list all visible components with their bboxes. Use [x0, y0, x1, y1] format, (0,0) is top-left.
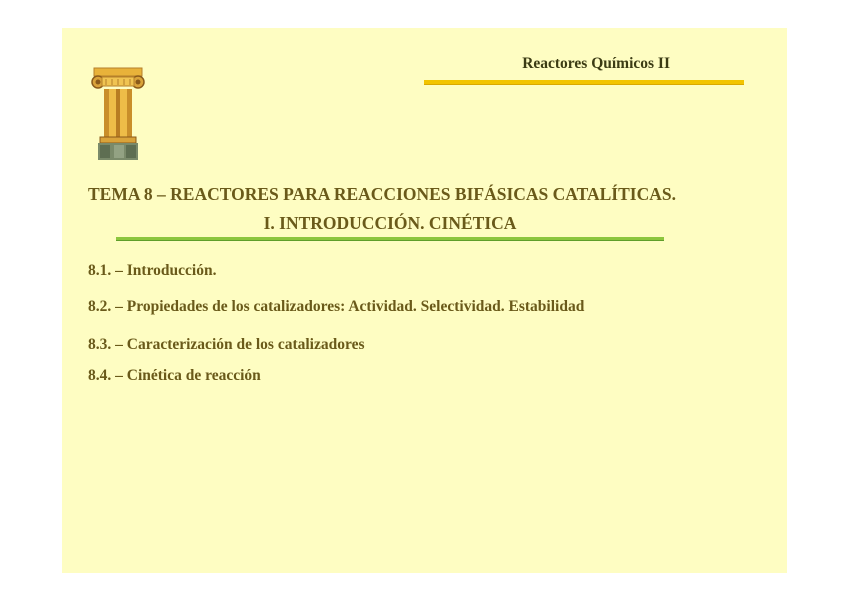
topic-title-line1: TEMA 8 – REACTORES PARA REACCIONES BIFÁSICAS CATALÍTICAS.	[88, 184, 676, 204]
topic-title-line2: I. INTRODUCCIÓN. CINÉTICA	[263, 213, 517, 233]
contents-item-introduccion: 8.1. – Introducción.	[88, 262, 217, 279]
topic-title-underline	[116, 237, 664, 241]
course-title-underline	[424, 80, 744, 85]
course-title: Reactores Químicos II	[522, 55, 670, 72]
ionic-column-logo-icon	[88, 62, 150, 162]
contents-item-propiedades: 8.2. – Propiedades de los catalizadores: Actividad. Selectividad. Estabilidad	[88, 298, 585, 315]
contents-item-caracterizacion: 8.3. – Caracterización de los catalizadores	[88, 336, 365, 353]
contents-item-cinetica: 8.4. – Cinética de reacción	[88, 367, 261, 384]
